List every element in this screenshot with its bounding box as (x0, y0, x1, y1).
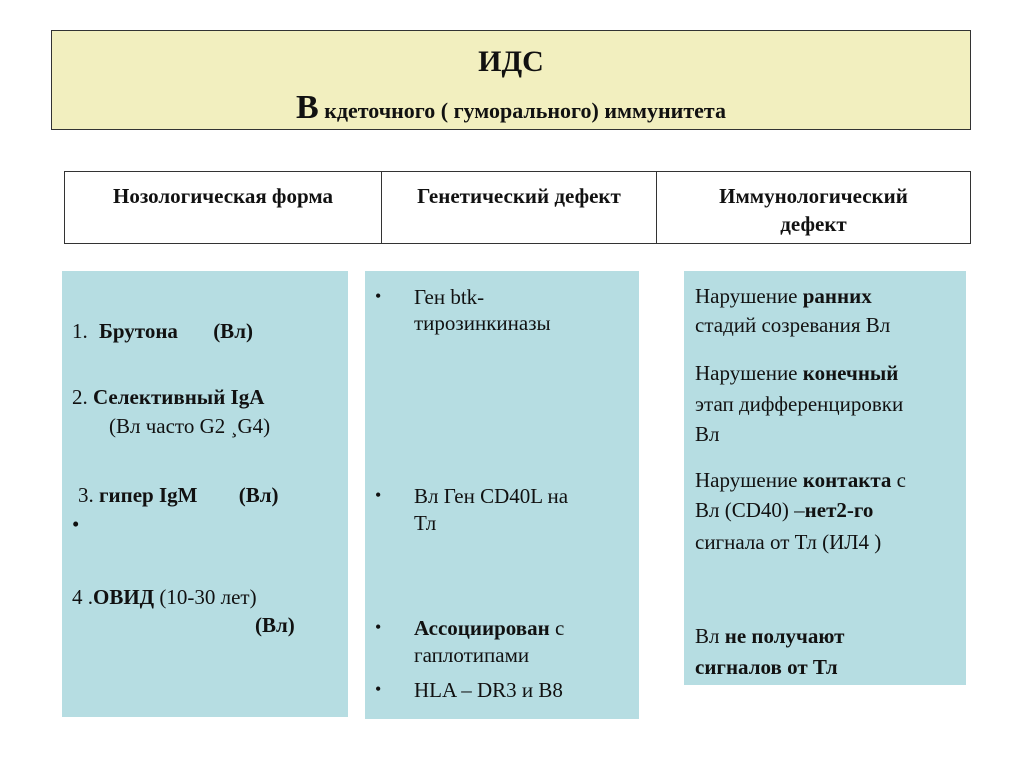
form-item-4 (72, 584, 257, 610)
gene-cd40l-line2: Тл (414, 511, 437, 535)
bullet: • (375, 485, 382, 505)
defect-signal-line2: сигналов от Тл (695, 655, 838, 679)
title: ИДС (478, 45, 544, 78)
text: Вл (695, 624, 720, 648)
defect-early-line2: стадий созревания Вл (695, 313, 891, 337)
text-bold: не получают (724, 624, 845, 648)
item-number: 2. (72, 385, 88, 409)
header-table (64, 171, 971, 244)
text-bold: контакта (802, 468, 892, 492)
form-item-3-bullet: • (72, 512, 80, 536)
associated-line1 (414, 615, 564, 641)
text-bold: ранних (802, 284, 872, 308)
subtitle-text: кдеточного ( гуморального) иммунитета (324, 98, 726, 123)
form-item-1 (72, 318, 253, 344)
text-bold: конечный (802, 361, 899, 385)
header-genetic-defect: Генетический дефект (381, 172, 656, 243)
item-name: Брутона (99, 319, 178, 343)
associated-bold: Ассоциирован (414, 616, 550, 640)
subtitle-letter: В (296, 89, 319, 126)
subtitle (52, 89, 970, 127)
form-item-2 (72, 384, 264, 410)
defect-contact-line1 (695, 467, 906, 493)
defect-signal-line1 (695, 623, 844, 649)
text: Нарушение (695, 284, 798, 308)
item-number: 4 . (72, 585, 93, 609)
header-immunological-defect: Иммунологический дефект (656, 172, 970, 243)
form-item-3 (78, 482, 279, 508)
item-name: ОВИД (93, 585, 155, 609)
immunological-defects-panel (684, 271, 966, 685)
text: с (896, 468, 906, 492)
bullet: • (375, 617, 382, 637)
hla-line: HLA – DR3 и B8 (414, 678, 563, 702)
defect-contact-line2 (695, 497, 873, 523)
text: Вл (CD40) – (695, 498, 805, 522)
form-item-4-tag: (Вл) (255, 613, 295, 637)
defect-final-line3: Вл (695, 422, 720, 446)
item-name: гипер IgM (99, 483, 198, 507)
text: Нарушение (695, 361, 798, 385)
gene-cd40l-line1: Вл Ген CD40L на (414, 484, 569, 508)
associated-rest: с (554, 616, 565, 640)
item-number: 3. (78, 483, 94, 507)
item-number: 1. (72, 319, 88, 343)
bullet: • (375, 286, 382, 306)
defect-early-line1 (695, 283, 872, 309)
defect-final-line2: этап дифференцировки (695, 392, 904, 416)
associated-line2: гаплотипами (414, 643, 530, 667)
text-bold: нет2-го (804, 498, 874, 522)
bullet: • (375, 679, 382, 699)
title-box (51, 30, 971, 130)
item-name: Селективный IgA (93, 385, 265, 409)
gene-btk-line2: тирозинкиназы (414, 311, 551, 335)
defect-final-line1 (695, 360, 898, 386)
text: Нарушение (695, 468, 798, 492)
item-range: (10-30 лет) (159, 585, 257, 609)
item-tag: (Вл) (238, 483, 279, 507)
gene-btk-line1: Ген btk- (414, 285, 485, 309)
genetic-defects-panel (365, 271, 639, 719)
nosological-forms-panel (62, 271, 348, 717)
header-nosological-form: Нозологическая форма (113, 184, 333, 208)
item-tag: (Вл) (213, 319, 253, 343)
defect-contact-line3: сигнала от Тл (ИЛ4 ) (695, 530, 882, 554)
form-item-2-note: (Вл часто G2 ¸G4) (109, 414, 271, 438)
